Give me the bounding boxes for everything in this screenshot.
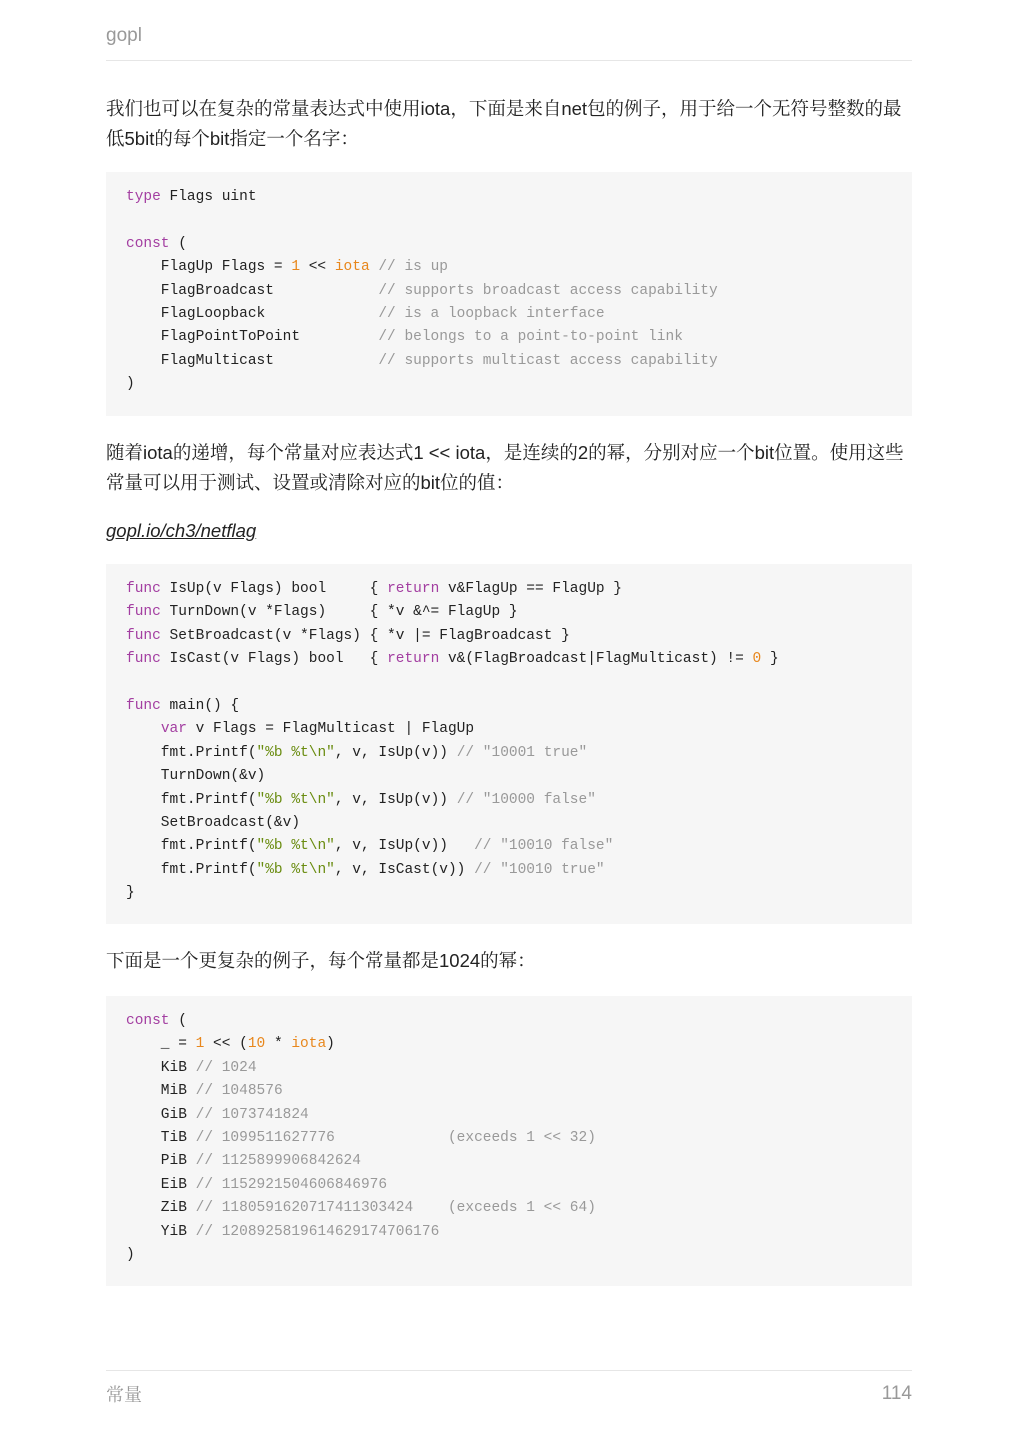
keyword-token: func	[126, 604, 161, 621]
code-token: )	[126, 1247, 135, 1264]
code-line	[126, 745, 587, 761]
keyword-token: func	[126, 581, 161, 597]
comment-token: // is a loopback interface	[378, 306, 605, 323]
keyword-token: func	[126, 627, 161, 644]
keyword-token: const	[126, 1013, 170, 1029]
comment-token: // supports multicast access capability	[378, 352, 718, 369]
comment-token: // 1024	[195, 1059, 257, 1076]
number-token: 0	[752, 651, 762, 668]
string-token: "%b %t\n"	[256, 744, 335, 761]
code-line	[126, 329, 683, 345]
keyword-token: return	[387, 651, 440, 668]
code-line	[126, 815, 300, 831]
comment-token: // 1073741824	[195, 1106, 309, 1123]
code-token: EiB	[126, 1176, 196, 1193]
code-token	[126, 721, 161, 737]
code-line	[126, 698, 239, 714]
code-line	[126, 768, 265, 784]
code-block-netflag	[106, 564, 912, 924]
keyword-token: const	[126, 235, 170, 252]
string-token: "%b %t\n"	[256, 838, 335, 855]
code-line	[126, 838, 613, 854]
code-line	[126, 885, 135, 901]
code-token: FlagUp Flags =	[126, 259, 292, 276]
code-token: *	[265, 1036, 292, 1053]
string-token: "%b %t\n"	[256, 861, 335, 878]
comment-token: // 1099511627776 (exceeds 1 << 32)	[195, 1130, 596, 1147]
code-token: MiB	[126, 1083, 196, 1100]
intro-paragraph: 我们也可以在复杂的常量表达式中使用iota，下面是来自net包的例子，用于给一个无符号整数的最低5bit的每个bit指定一个名字：	[106, 98, 902, 149]
keyword-token: type	[126, 189, 161, 205]
code-line	[126, 1130, 596, 1146]
code-token: (	[169, 1013, 187, 1029]
code-line	[126, 283, 718, 299]
number-token: iota	[291, 1036, 327, 1053]
code-line	[126, 1247, 135, 1263]
code-token: (	[169, 235, 187, 252]
keyword-token: return	[387, 581, 440, 597]
code-token: ZiB	[126, 1200, 196, 1217]
code-line	[126, 189, 257, 205]
code-token: fmt.Printf(	[126, 791, 257, 808]
code-token: , v, IsUp(v))	[334, 791, 457, 808]
code-token: TurnDown(v *Flags) { *v &^= FlagUp }	[160, 604, 518, 621]
code-token: fmt.Printf(	[126, 838, 257, 855]
code-token: Flags uint	[160, 189, 257, 205]
code-token: )	[326, 1036, 335, 1053]
code-line	[126, 259, 448, 275]
number-token: 1	[291, 259, 301, 276]
source-link[interactable]: gopl.io/ch3/netflag	[106, 520, 257, 541]
keyword-token: func	[126, 651, 161, 668]
code-line	[126, 628, 570, 644]
number-token: 1	[195, 1036, 205, 1053]
code-token: TiB	[126, 1130, 196, 1147]
keyword-token: func	[126, 698, 161, 715]
code-line	[126, 306, 605, 322]
code-token: YiB	[126, 1223, 196, 1240]
code-line	[126, 1200, 596, 1216]
code-line	[126, 1107, 309, 1123]
comment-token: // "10000 false"	[456, 791, 596, 808]
code-line	[126, 792, 596, 808]
keyword-token: var	[160, 721, 187, 738]
code-token: _ =	[126, 1036, 196, 1053]
code-token: FlagBroadcast	[126, 282, 379, 299]
code-token: FlagMulticast	[126, 352, 379, 369]
comment-token: // 1208925819614629174706176	[195, 1223, 440, 1240]
code-line	[126, 1036, 335, 1052]
code-line	[126, 353, 718, 369]
page-footer	[106, 1370, 912, 1411]
code-token: }	[126, 885, 135, 902]
code-token: KiB	[126, 1059, 196, 1076]
code-line	[126, 604, 518, 620]
code-text	[126, 578, 892, 906]
code-token: FlagPointToPoint	[126, 329, 379, 346]
code-token: GiB	[126, 1106, 196, 1123]
comment-token: // 1152921504606846976	[195, 1176, 388, 1193]
code-line	[126, 1177, 387, 1193]
code-token: v&(FlagBroadcast|FlagMulticast) !=	[439, 651, 753, 668]
code-token: , v, IsUp(v))	[334, 838, 475, 855]
section-name: 常量	[106, 1385, 142, 1405]
comment-token: // supports broadcast access capability	[378, 282, 718, 299]
book-title: gopl	[106, 25, 142, 46]
code-token: SetBroadcast(&v)	[126, 815, 301, 832]
code-token: fmt.Printf(	[126, 861, 257, 878]
code-line	[126, 1224, 439, 1240]
code-token: IsUp(v Flags) bool {	[160, 581, 388, 597]
code-line	[126, 581, 622, 597]
page-header	[106, 22, 912, 61]
code-line	[126, 236, 187, 252]
number-token: 10	[247, 1036, 266, 1053]
code-line	[126, 1013, 187, 1029]
code-text	[126, 186, 892, 397]
code-token: v Flags = FlagMulticast | FlagUp	[186, 721, 475, 738]
comment-token: // 1125899906842624	[195, 1153, 361, 1170]
power-example-paragraph: 下面是一个更复杂的例子，每个常量都是1024的幂：	[106, 950, 536, 971]
code-line	[126, 721, 474, 737]
code-token: , v, IsCast(v))	[334, 861, 475, 878]
code-token: IsCast(v Flags) bool {	[160, 651, 388, 668]
code-block-units	[106, 996, 912, 1286]
code-line	[126, 1060, 257, 1076]
code-line	[126, 1083, 283, 1099]
code-token: )	[126, 376, 135, 393]
code-line	[126, 862, 605, 878]
code-text	[126, 1010, 892, 1267]
code-line	[126, 376, 135, 392]
code-block-flags	[106, 172, 912, 416]
code-line	[126, 1153, 361, 1169]
code-token: SetBroadcast(v *Flags) { *v |= FlagBroadcast }	[160, 627, 570, 644]
comment-token: // is up	[369, 259, 448, 276]
comment-token: // 1180591620717411303424 (exceeds 1 << 64)	[195, 1200, 596, 1217]
page-number: 114	[881, 1383, 912, 1404]
comment-token: // belongs to a point-to-point link	[378, 329, 683, 346]
comment-token: // "10010 true"	[474, 861, 605, 878]
comment-token: // "10001 true"	[456, 744, 588, 761]
code-token: TurnDown(&v)	[126, 768, 266, 785]
code-token: v&FlagUp == FlagUp }	[439, 581, 623, 597]
string-token: "%b %t\n"	[256, 791, 335, 808]
number-token: iota	[334, 259, 370, 276]
code-token: , v, IsUp(v))	[334, 744, 457, 761]
code-token: fmt.Printf(	[126, 744, 257, 761]
code-token: FlagLoopback	[126, 306, 379, 323]
iota-explanation-paragraph: 随着iota的递增，每个常量对应表达式1 << iota，是连续的2的幂，分别对应一个bit位置。使用这些常量可以用于测试、设置或清除对应的bit位的值：	[106, 442, 904, 493]
comment-token: // 1048576	[195, 1083, 283, 1100]
code-token: <<	[300, 259, 335, 276]
code-line	[126, 651, 779, 667]
code-token: }	[761, 651, 779, 668]
code-token: main() {	[160, 698, 240, 715]
code-token: << (	[204, 1036, 248, 1053]
code-token: PiB	[126, 1153, 196, 1170]
comment-token: // "10010 false"	[474, 838, 614, 855]
